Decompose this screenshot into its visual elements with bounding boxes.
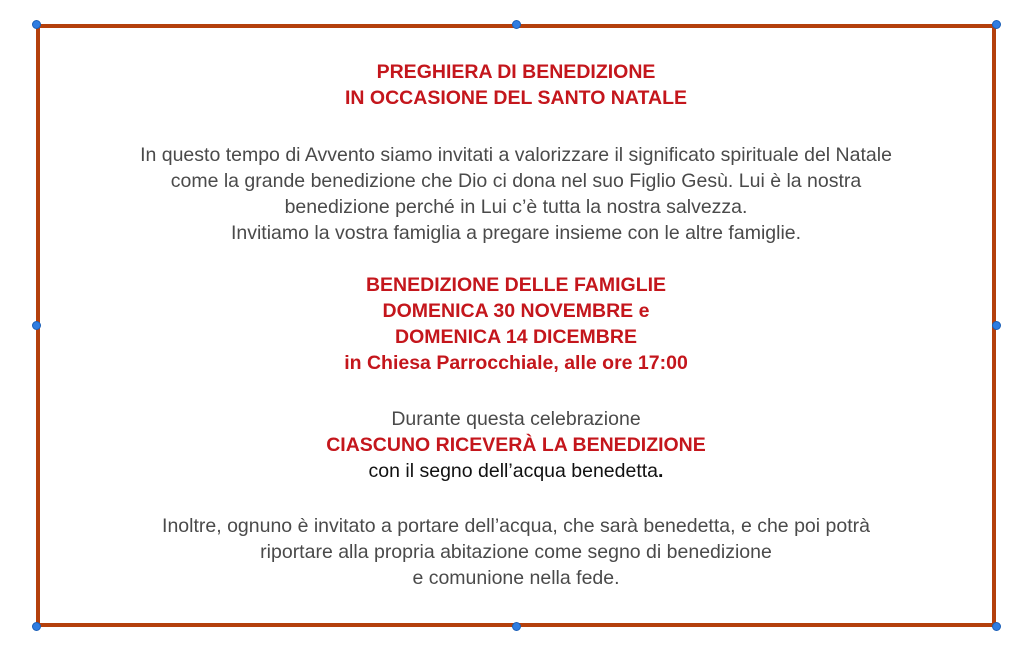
closing-line-3: e comunione nella fede.: [412, 567, 620, 589]
celebration-line-3-period: .: [658, 460, 664, 482]
closing-line-2: riportare alla propria abitazione come segno di benedizione: [260, 541, 772, 563]
event-line-3: DOMENICA 14 DICEMBRE: [395, 326, 637, 348]
event-line-1: BENEDIZIONE DELLE FAMIGLIE: [365, 274, 667, 296]
celebration-line-3-text: con il segno dell’acqua benedetta: [368, 460, 659, 482]
title-line-1: PREGHIERA DI BENEDIZIONE: [376, 61, 656, 83]
intro-line-1: In questo tempo di Avvento siamo invitati a valorizzare il significato spirituale del Natale: [140, 144, 892, 166]
event-line-2: DOMENICA 30 NOVEMBRE e: [382, 300, 650, 322]
event-line-4: in Chiesa Parrocchiale, alle ore 17:00: [344, 352, 688, 374]
intro-line-2: come la grande benedizione che Dio ci dona nel suo Figlio Gesù. Lui è la nostra: [170, 170, 862, 192]
title-line-2: IN OCCASIONE DEL SANTO NATALE: [345, 87, 687, 109]
intro-paragraph: [36, 142, 996, 246]
intro-line-4: Invitiamo la vostra famiglia a pregare insieme con le altre famiglie.: [230, 222, 802, 244]
closing-paragraph: [36, 513, 996, 591]
title: [36, 59, 996, 111]
celebration-line-3: [36, 458, 996, 484]
event-details: [36, 272, 996, 376]
closing-line-1: Inoltre, ognuno è invitato a portare dell’acqua, che sarà benedetta, e che poi potrà: [162, 515, 870, 537]
celebration-paragraph: [36, 406, 996, 484]
celebration-line-1: Durante questa celebrazione: [391, 408, 641, 430]
text-box-content[interactable]: [36, 24, 996, 627]
intro-line-3: benedizione perché in Lui c’è tutta la nostra salvezza.: [284, 196, 748, 218]
celebration-line-2: CIASCUNO RICEVERÀ LA BENEDIZIONE: [326, 434, 706, 456]
